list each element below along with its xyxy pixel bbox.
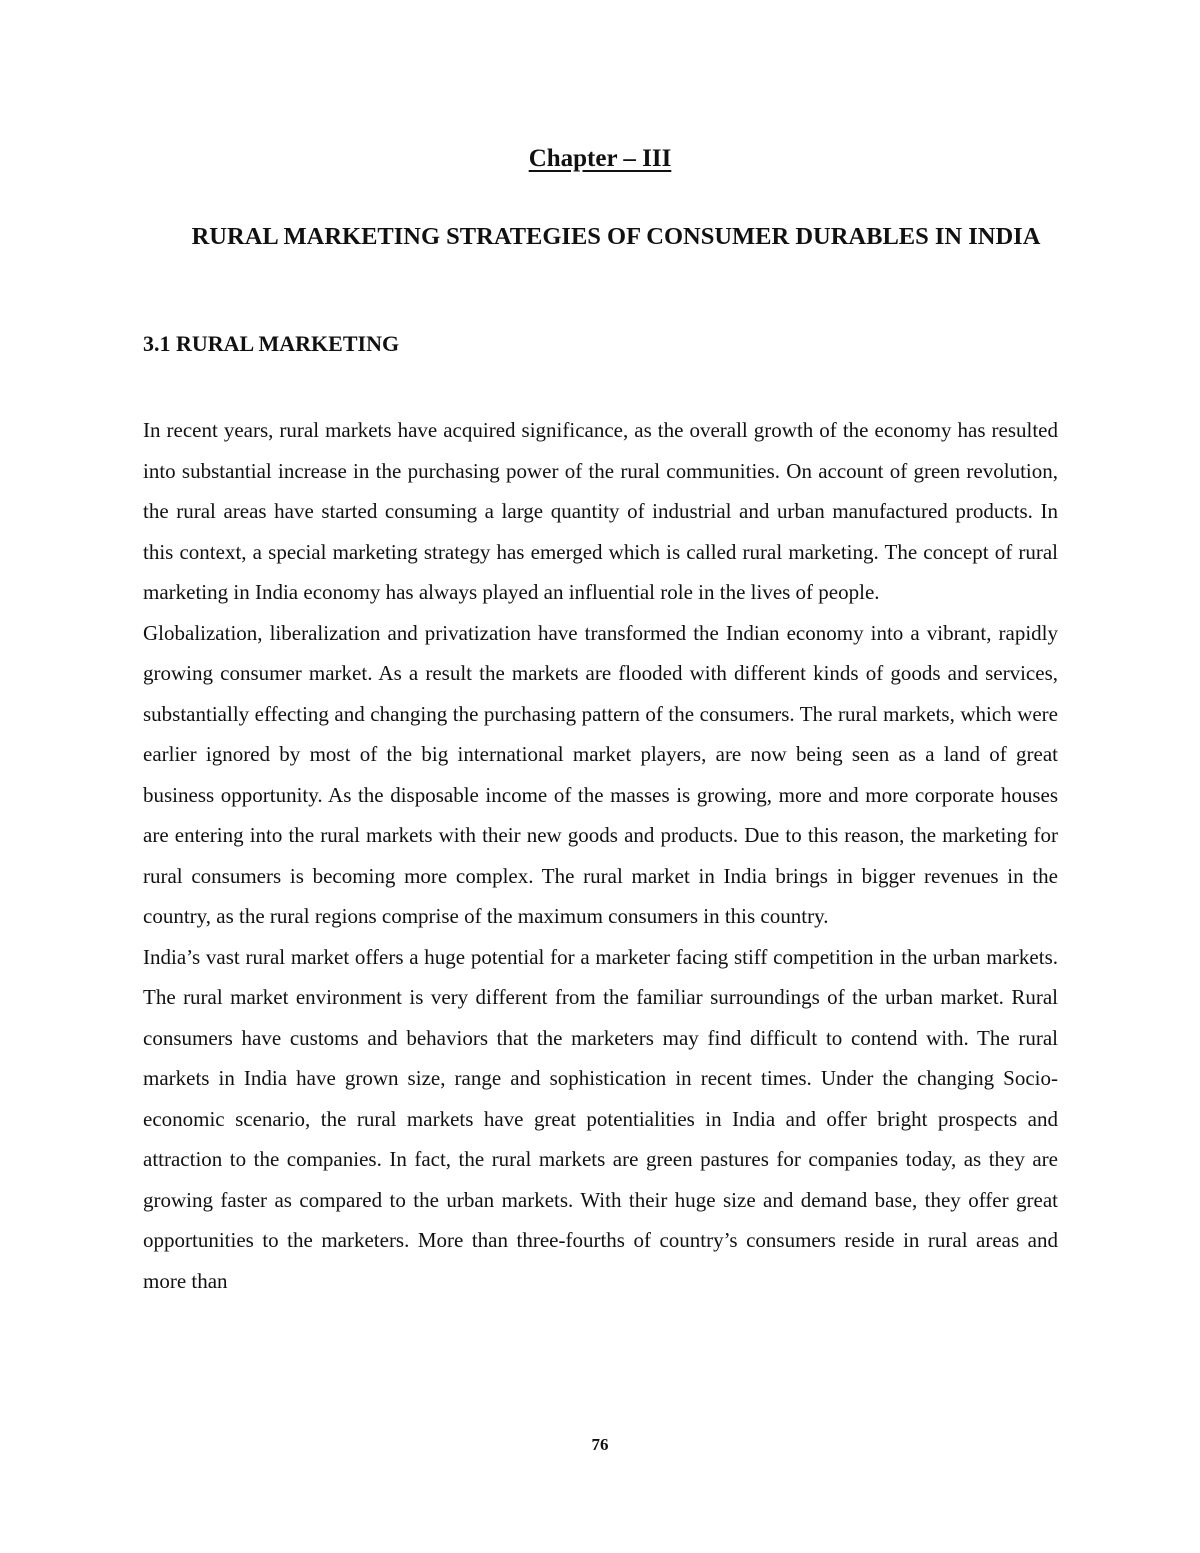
chapter-title: RURAL MARKETING STRATEGIES OF CONSUMER DURABLES IN INDIA	[191, 223, 1041, 250]
chapter-label: Chapter – III	[528, 145, 672, 172]
body-text	[143, 410, 1058, 1301]
paragraph-3: India’s vast rural market offers a huge potential for a marketer facing stiff competition in the urban markets. The rural market environment is very different from the familiar surroundings of the urban market. Rural consumers have customs and behaviors that the marketers may find difficult to contend with. The rural markets in India have grown size, range and sophistication in recent times. Under the changing Socio-economic scenario, the rural markets have great potentialities in India and offer bright prospects and attraction to the companies. In fact, the rural markets are green pastures for companies today, as they are growing faster as compared to the urban markets. With their huge size and demand base, they offer great opportunities to the marketers. More than three-fourths of country’s consumers reside in rural areas and more than	[143, 944, 1058, 1293]
page-number: 76	[591, 1435, 609, 1454]
section-heading: 3.1 RURAL MARKETING	[143, 331, 400, 356]
paragraph-2: Globalization, liberalization and privatization have transformed the Indian economy into a vibrant, rapidly growing consumer market. As a result the markets are flooded with different kinds of goods and services, substantially effecting and changing the purchasing pattern of the consumers. The rural markets, which were earlier ignored by most of the big international market players, are now being seen as a land of great business opportunity. As the disposable income of the masses is growing, more and more corporate houses are entering into the rural markets with their new goods and products. Due to this reason, the marketing for rural consumers is becoming more complex. The rural market in India brings in bigger revenues in the country, as the rural regions comprise of the maximum consumers in this country.	[143, 620, 1058, 928]
paragraph-1: In recent years, rural markets have acquired significance, as the overall growth of the economy has resulted into substantial increase in the purchasing power of the rural communities. On account of green revolution, the rural areas have started consuming a large quantity of industrial and urban manufactured products. In this context, a special marketing strategy has emerged which is called rural marketing. The concept of rural marketing in India economy has always played an influential role in the lives of people.	[143, 418, 1058, 604]
